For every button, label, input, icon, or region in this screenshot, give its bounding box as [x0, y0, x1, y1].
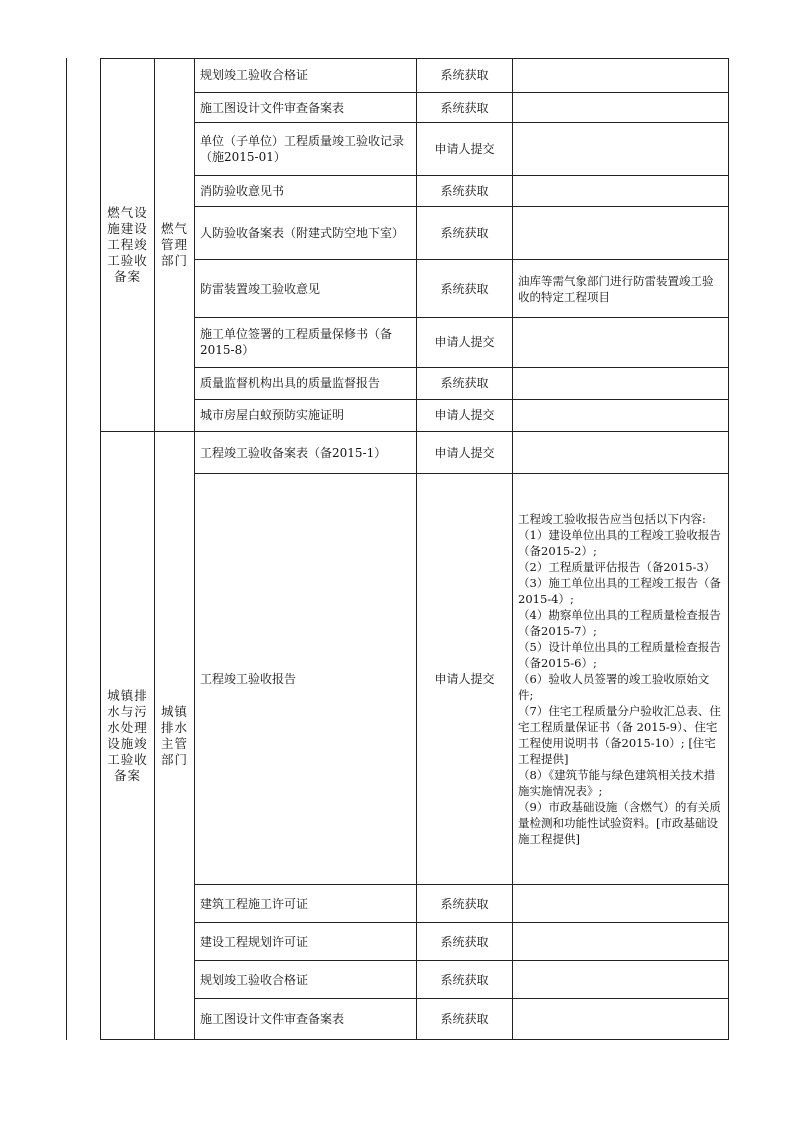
submission-method: 申请人提交 — [417, 474, 513, 885]
material-name: 人防验收备案表（附建式防空地下室） — [195, 207, 417, 260]
table-row — [101, 923, 729, 961]
note-line: （6）验收人员签署的竣工验收原始文件; — [518, 672, 710, 703]
material-note — [513, 123, 729, 175]
table-row — [101, 367, 729, 399]
material-name: 建筑工程施工许可证 — [195, 885, 417, 923]
note-line: （7）住宅工程质量分户验收汇总表、住宅工程质量保证书（备 2015-9）、住宅工程使用说明书（备2015-10）; [住宅工程提供] — [518, 704, 721, 767]
submission-method: 申请人提交 — [417, 317, 513, 367]
section-name-drainage: 城镇排水与污水处理设施竣工验收备案 — [101, 432, 155, 1040]
submission-method: 系统获取 — [417, 92, 513, 123]
table-row — [101, 474, 729, 885]
table-row — [101, 123, 729, 175]
submission-method: 系统获取 — [417, 961, 513, 999]
table-row — [101, 961, 729, 999]
material-name: 施工图设计文件审查备案表 — [195, 92, 417, 123]
table-row — [101, 175, 729, 207]
material-name: 施工图设计文件审查备案表 — [195, 998, 417, 1039]
submission-method: 系统获取 — [417, 885, 513, 923]
submission-method: 申请人提交 — [417, 399, 513, 432]
note-line: 工程竣工验收报告应当包括以下内容: — [518, 512, 706, 527]
note-line: （4）勘察单位出具的工程质量检查报告（备2015-7）; — [518, 608, 721, 639]
table-row — [101, 260, 729, 317]
material-note: 油库等需气象部门进行防雷装置竣工验收的特定工程项目 — [513, 260, 729, 317]
note-line: （1）建设单位出具的工程竣工验收报告（备2015-2）; — [518, 528, 721, 559]
material-name: 工程竣工验收备案表（备2015-1） — [195, 432, 417, 474]
table-row — [101, 59, 729, 93]
note-line: （5）设计单位出具的工程质量检查报告（备2015-6）; — [518, 640, 721, 671]
material-note — [513, 92, 729, 123]
submission-method: 系统获取 — [417, 367, 513, 399]
material-note — [513, 923, 729, 961]
material-name: 施工单位签署的工程质量保修书（备2015-8） — [195, 317, 417, 367]
table-row — [101, 885, 729, 923]
submission-method: 系统获取 — [417, 998, 513, 1039]
material-name: 防雷装置竣工验收意见 — [195, 260, 417, 317]
submission-method: 系统获取 — [417, 207, 513, 260]
left-margin-line — [66, 58, 67, 1040]
table-row — [101, 317, 729, 367]
note-line: （3）施工单位出具的工程竣工报告（备2015-4）; — [518, 576, 721, 607]
material-name: 消防验收意见书 — [195, 175, 417, 207]
material-name: 城市房屋白蚁预防实施证明 — [195, 399, 417, 432]
note-line: （8）《建筑节能与绿色建筑相关技术措施实施情况表》; — [518, 768, 716, 799]
material-note — [513, 317, 729, 367]
material-note — [513, 367, 729, 399]
material-note — [513, 399, 729, 432]
material-name: 单位（子单位）工程质量竣工验收记录（施2015-01） — [195, 123, 417, 175]
completion-report-contents — [513, 474, 729, 885]
material-name: 质量监督机构出具的质量监督报告 — [195, 367, 417, 399]
material-name: 规划竣工验收合格证 — [195, 961, 417, 999]
material-name: 建设工程规划许可证 — [195, 923, 417, 961]
material-note — [513, 998, 729, 1039]
section-name-gas: 燃气设施建设工程竣工验收备案 — [101, 59, 155, 432]
material-note — [513, 432, 729, 474]
submission-method: 系统获取 — [417, 923, 513, 961]
table-row — [101, 207, 729, 260]
material-note — [513, 59, 729, 93]
material-note — [513, 207, 729, 260]
note-line: （2）工程质量评估报告（备2015-3） — [518, 560, 716, 575]
table-row — [101, 92, 729, 123]
note-line: （9）市政基础设施（含燃气）的有关质量检测和功能性试验资料。[市政基础设施工程提供] — [518, 800, 721, 847]
submission-method: 系统获取 — [417, 175, 513, 207]
submission-method: 系统获取 — [417, 59, 513, 93]
material-note — [513, 885, 729, 923]
submission-method: 申请人提交 — [417, 123, 513, 175]
submission-method: 系统获取 — [417, 260, 513, 317]
table-row — [101, 432, 729, 474]
dept-name-drainage: 城镇排水主管部门 — [155, 432, 195, 1040]
acceptance-materials-table — [100, 58, 729, 1040]
material-note — [513, 961, 729, 999]
material-name: 规划竣工验收合格证 — [195, 59, 417, 93]
material-note — [513, 175, 729, 207]
dept-name-gas: 燃气管理部门 — [155, 59, 195, 432]
material-name: 工程竣工验收报告 — [195, 474, 417, 885]
table-row — [101, 399, 729, 432]
submission-method: 申请人提交 — [417, 432, 513, 474]
table-row — [101, 998, 729, 1039]
